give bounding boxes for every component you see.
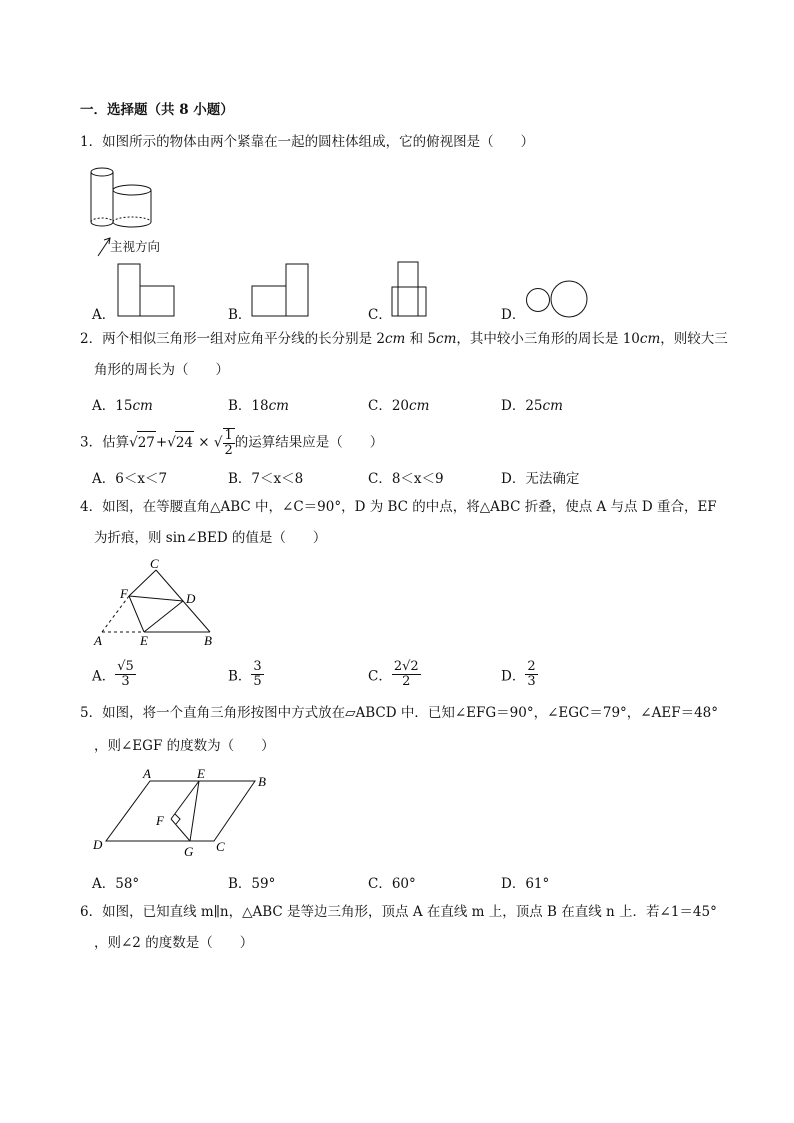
- q5-parallelogram-figure: [90, 764, 280, 860]
- q2-option-c: C．20cm: [368, 398, 430, 414]
- q4-label-b: B: [204, 633, 212, 648]
- q4-label-a: A: [94, 633, 102, 648]
- question-4-line-1: 4．如图，在等腰直角△ABC 中，∠C＝90°，D 为 BC 的中点，将△ABC 折叠，使点 A 与点 D 重合，EF: [80, 499, 717, 515]
- q1-option-d-label: D．: [501, 307, 526, 323]
- q3-option-b: B．7＜x＜8: [228, 471, 304, 487]
- q5-label-d: D: [93, 837, 103, 852]
- q4-option-a: A． $\frac{√5}{3}$: [92, 659, 134, 689]
- q3-option-a: A．6＜x＜7: [92, 471, 168, 487]
- question-4-line-2: 为折痕，则 sin∠BED 的值是（ ）: [94, 530, 327, 546]
- question-3-text: 3．估算√27+√24 × √ $\frac{1}{2}$ 的运算结果应是（ ）: [80, 428, 384, 458]
- q4-triangle-figure: [88, 556, 228, 652]
- q1-option-c-figure: [390, 260, 430, 318]
- q4-option-d: D． $\frac{2}{3}$: [501, 659, 536, 689]
- q5-label-b: B: [258, 774, 266, 789]
- q5-label-a: A: [143, 766, 151, 781]
- q5-label-f: F: [156, 813, 164, 828]
- q1-option-c-label: C．: [368, 307, 392, 323]
- q1-option-b-figure: [250, 262, 312, 318]
- question-2-line-1: 2．两个相似三角形一组对应角平分线的长分别是 2cm 和 5cm，其中较小三角形的周长是 10cm，则较大三: [80, 331, 728, 347]
- q5-label-g: G: [184, 844, 194, 859]
- q3-option-c: C．8＜x＜9: [368, 471, 444, 487]
- q5-option-b: B．59°: [228, 876, 276, 892]
- q4-label-f: F: [120, 586, 128, 601]
- q4-option-c: C． $\frac{2√2}{2}$: [368, 659, 419, 689]
- q5-label-e: E: [197, 766, 205, 781]
- question-1-text: 1．如图所示的物体由两个紧靠在一起的圆柱体组成，它的俯视图是（ ）: [80, 134, 535, 150]
- q2-option-a: A．15cm: [92, 398, 153, 414]
- question-2-line-2: 角形的周长为（ ）: [94, 362, 229, 378]
- q1-option-d-figure: [525, 280, 593, 320]
- q4-label-d: D: [186, 591, 196, 606]
- view-direction-label: 主视方向: [110, 239, 161, 254]
- q5-option-c: C．60°: [368, 876, 416, 892]
- q5-option-d: D．61°: [501, 876, 550, 892]
- q3-option-d: D．无法确定: [501, 471, 580, 487]
- q2-option-d: D．25cm: [501, 398, 563, 414]
- q5-option-a: A．58°: [92, 876, 140, 892]
- q1-option-a-figure: [116, 262, 178, 318]
- q4-label-c: C: [150, 556, 159, 571]
- q5-label-c: C: [216, 839, 225, 854]
- q4-option-b: B． $\frac{3}{5}$: [228, 659, 262, 689]
- question-6-line-1: 6．如图，已知直线 m∥n，△ABC 是等边三角形，顶点 A 在直线 m 上，顶点 B 在直线 n 上．若∠1＝45°: [80, 904, 717, 920]
- question-5-line-1: 5．如图，将一个直角三角形按图中方式放在▱ABCD 中．已知∠EFG＝90°，∠EGC＝79°，∠AEF＝48°: [80, 705, 718, 721]
- question-5-line-2: ，则∠EGF 的度数为（ ）: [94, 738, 275, 754]
- q1-option-b-label: B．: [228, 307, 252, 323]
- q1-option-a-label: A．: [92, 307, 116, 323]
- question-6-line-2: ，则∠2 的度数是（ ）: [94, 935, 254, 951]
- section-title: 一．选择题（共 8 小题）: [80, 102, 234, 118]
- q4-label-e: E: [140, 633, 148, 648]
- q2-option-b: B．18cm: [228, 398, 289, 414]
